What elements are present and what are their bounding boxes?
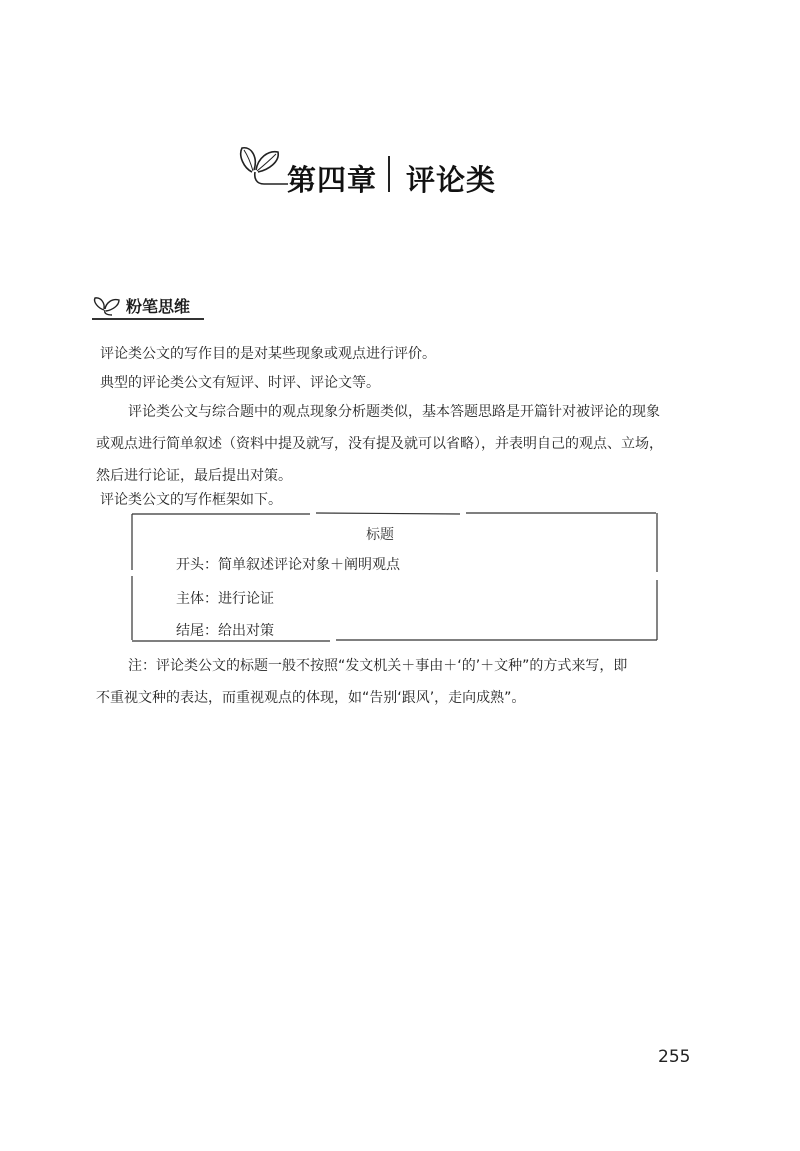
paragraph-approach (96, 396, 700, 492)
paragraph-framework-intro: 评论类公文的写作框架如下。 (100, 492, 282, 508)
note-line: 注：评论类公文的标题一般不按照“发文机关＋事由＋‘的’＋文种”的方式来写，即 (128, 658, 628, 674)
note-paragraph (96, 650, 700, 714)
page-number: 255 (658, 1047, 691, 1067)
chapter-title: 第四章 (287, 163, 378, 197)
framework-title: 标题 (366, 527, 394, 543)
framework-box (130, 510, 658, 640)
paragraph-line: 然后进行论证，最后提出对策。 (96, 468, 292, 484)
section-underline (92, 318, 204, 320)
framework-row-ending: 结尾：给出对策 (176, 623, 274, 639)
section-title: 粉笔思维 (126, 297, 191, 316)
chapter-heading (236, 140, 536, 210)
note-line: 不重视文种的表达，而重视观点的体现，如“告别‘跟风’，走向成熟”。 (96, 690, 526, 706)
chapter-divider (388, 156, 390, 192)
sprout-icon (92, 296, 122, 316)
paragraph-line: 评论类公文与综合题中的观点现象分析题类似，基本答题思路是开篇针对被评论的现象 (128, 404, 660, 420)
paragraph-purpose: 评论类公文的写作目的是对某些现象或观点进行评价。 (100, 346, 436, 362)
paragraph-line: 或观点进行简单叙述（资料中提及就写，没有提及就可以省略），并表明自己的观点、立场， (96, 436, 663, 452)
framework-row-opening: 开头：简单叙述评论对象＋阐明观点 (176, 557, 400, 573)
paragraph-types: 典型的评论类公文有短评、时评、评论文等。 (100, 375, 380, 391)
sprout-icon (236, 142, 290, 188)
section-heading (92, 292, 212, 322)
chapter-subtitle: 评论类 (406, 163, 497, 197)
framework-row-body: 主体：进行论证 (176, 591, 274, 607)
